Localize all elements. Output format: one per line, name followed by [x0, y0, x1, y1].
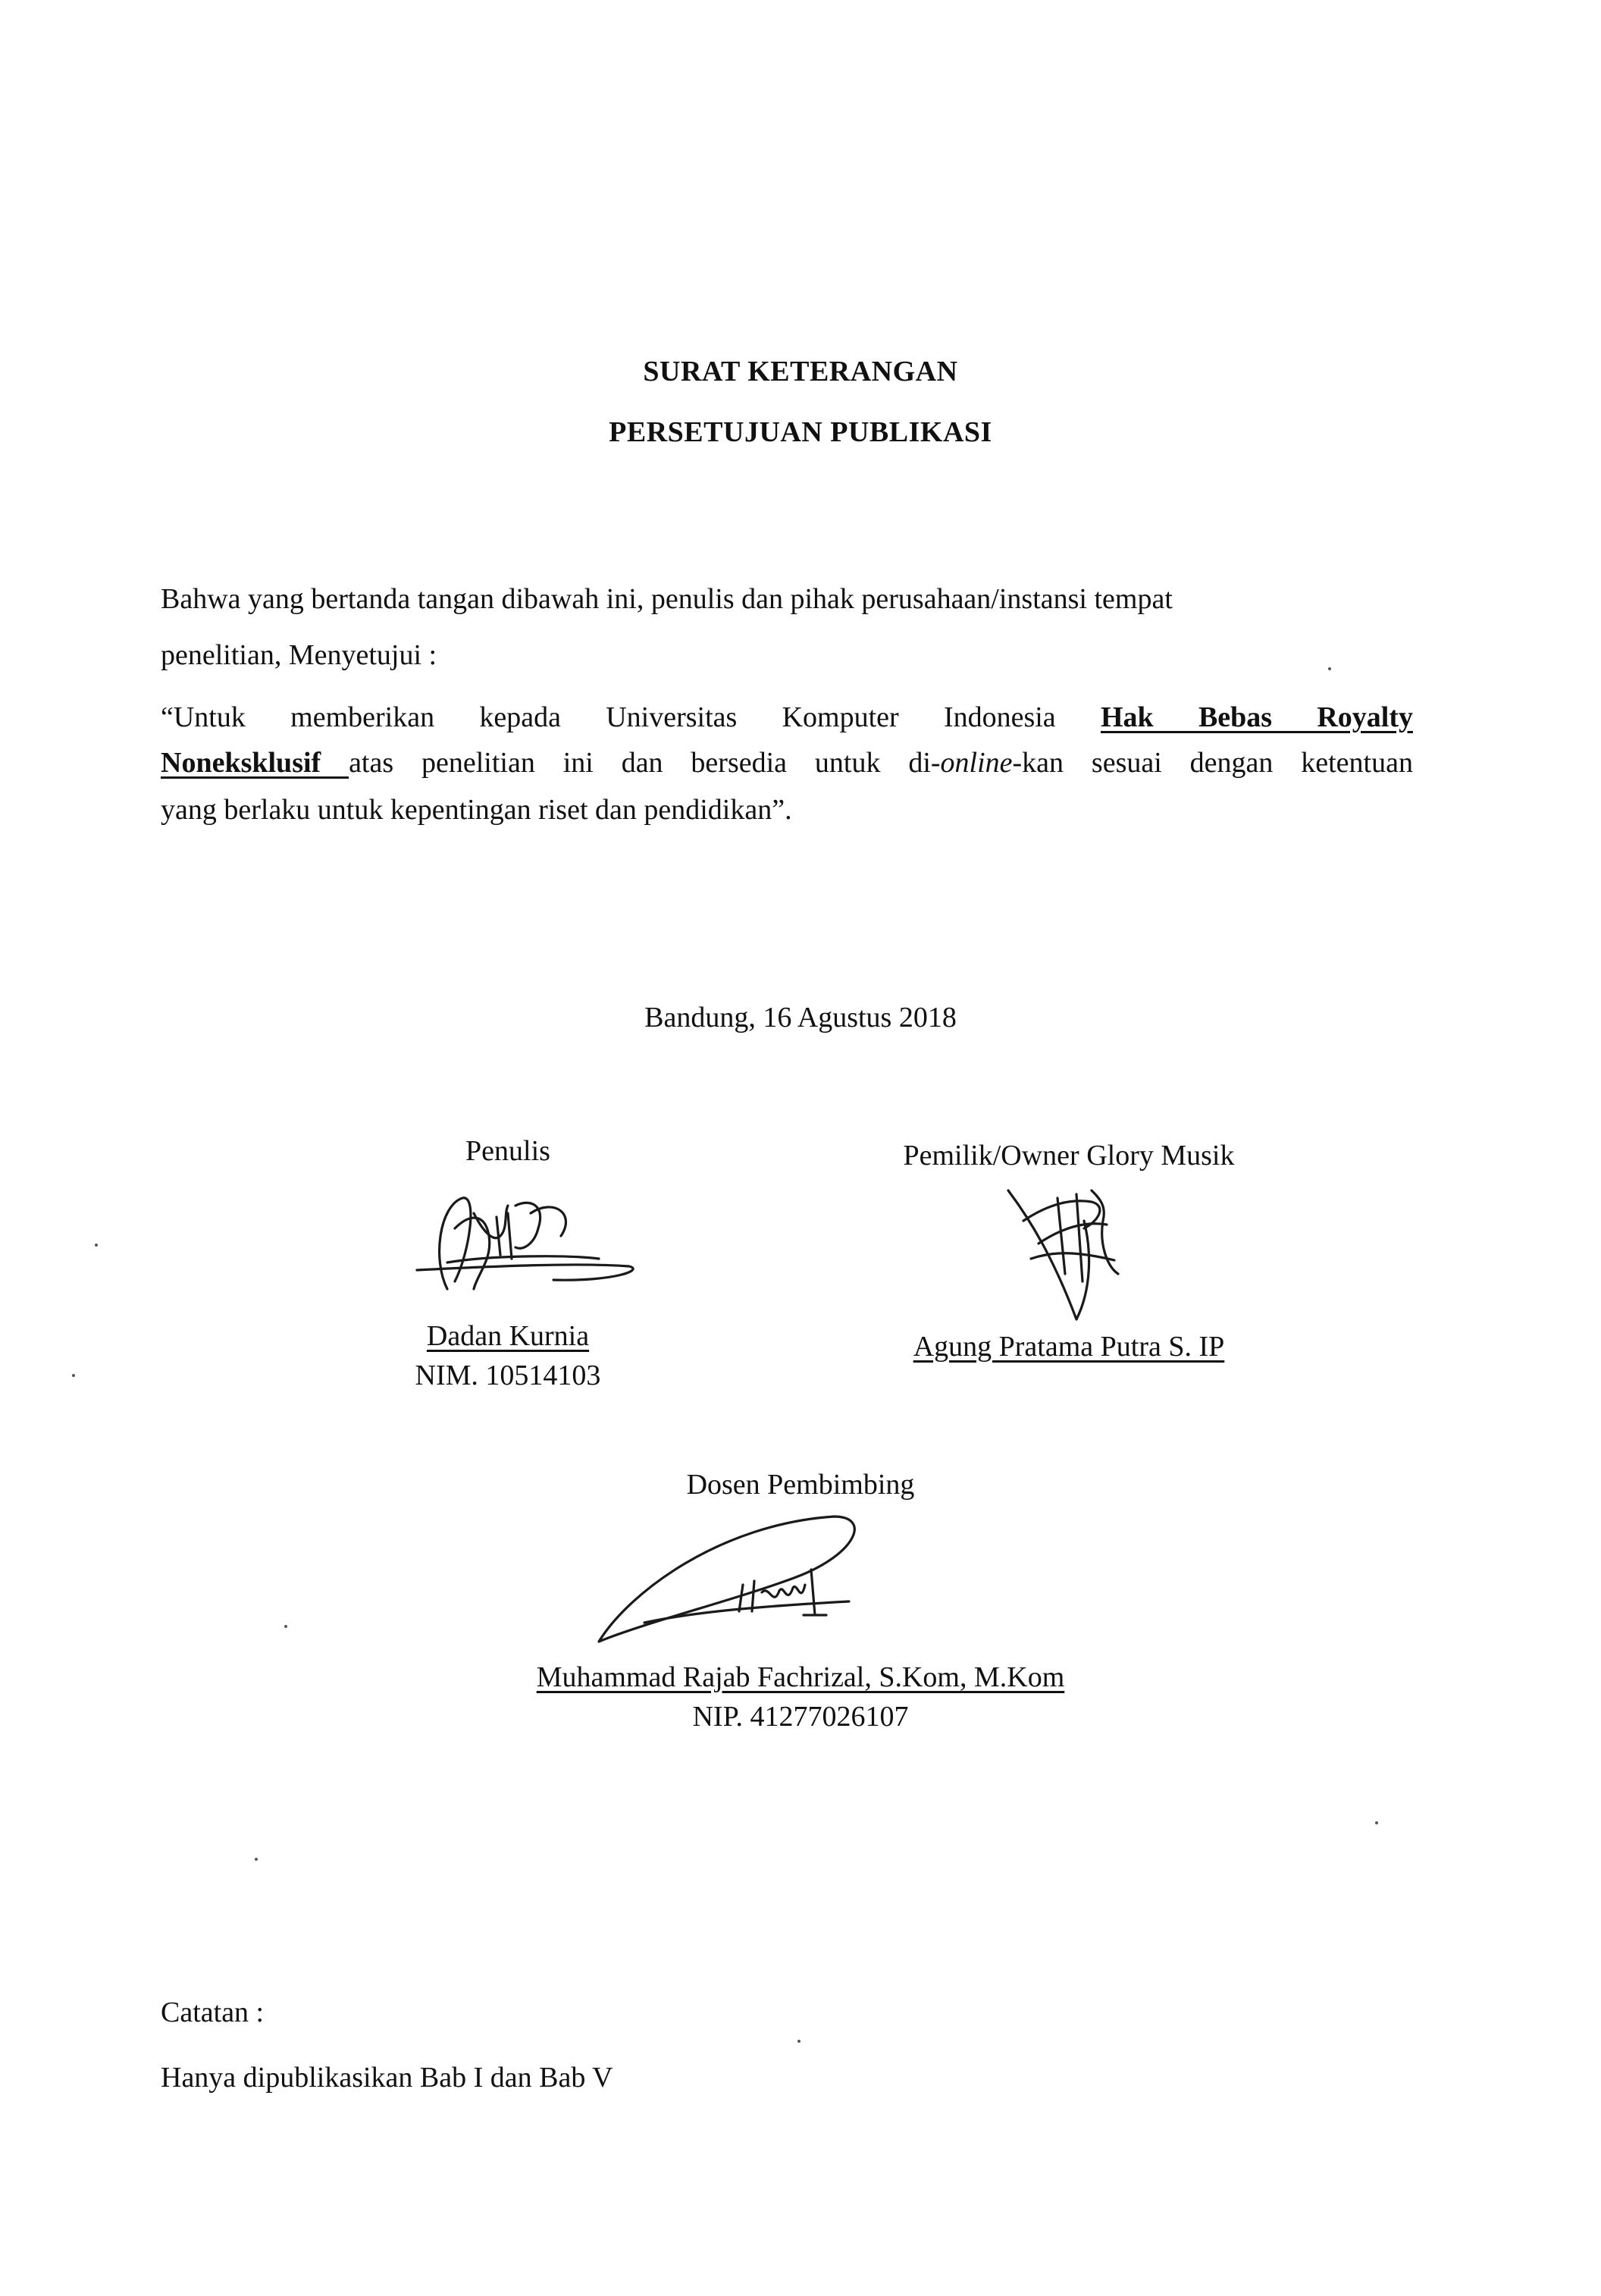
scan-speck: [284, 1625, 287, 1628]
catatan-label: Catatan :: [161, 1996, 265, 2028]
intro-line-2: penelitian, Menyetujui :: [161, 639, 437, 671]
quote-italic: online: [940, 747, 1013, 779]
scan-speck: [255, 1858, 258, 1861]
scan-speck: [1375, 1821, 1378, 1824]
dosen-name: Muhammad Rajab Fachrizal, S.Kom, M.Kom: [536, 1661, 1065, 1693]
dosen-role: Dosen Pembimbing: [686, 1469, 915, 1501]
quote-bold-1: Hak Bebas Royalty: [1100, 701, 1414, 733]
document-title: SURAT KETERANGAN: [643, 356, 958, 387]
penulis-role: Penulis: [465, 1135, 550, 1167]
owner-name: Agung Pratama Putra S. IP: [913, 1331, 1225, 1363]
place-date: Bandung, 16 Agustus 2018: [644, 1002, 957, 1034]
catatan-text: Hanya dipublikasikan Bab I dan Bab V: [161, 2062, 613, 2094]
document-subtitle: PERSETUJUAN PUBLIKASI: [609, 416, 992, 448]
scan-speck: [95, 1244, 98, 1247]
quote-line-3: yang berlaku untuk kepentingan riset dan pendidikan”.: [161, 794, 792, 826]
penulis-name: Dadan Kurnia: [426, 1320, 590, 1352]
quote-text-3: -kan sesuai dengan ketentuan: [1012, 747, 1413, 779]
quote-line-2: [161, 746, 1413, 779]
quote-text-1: “Untuk memberikan kepada Universitas Komputer Indonesia: [161, 701, 1101, 733]
scan-speck: [1328, 667, 1331, 670]
owner-signature: [993, 1175, 1137, 1335]
quote-bold-2: Noneksklusif: [161, 747, 349, 779]
dosen-signature: [584, 1509, 864, 1653]
penulis-nim: NIM. 10514103: [415, 1360, 601, 1391]
quote-line-1: [161, 701, 1413, 734]
penulis-signature: [402, 1183, 644, 1312]
intro-line-1: Bahwa yang bertanda tangan dibawah ini, penulis dan pihak perusahaan/instansi tempat: [161, 583, 1173, 615]
owner-role: Pemilik/Owner Glory Musik: [903, 1140, 1235, 1172]
scan-speck: [797, 2040, 800, 2043]
dosen-nip: NIP. 41277026107: [692, 1701, 909, 1733]
scan-speck: [72, 1374, 75, 1377]
quote-text-2: atas penelitian ini dan bersedia untuk di-: [349, 747, 941, 779]
